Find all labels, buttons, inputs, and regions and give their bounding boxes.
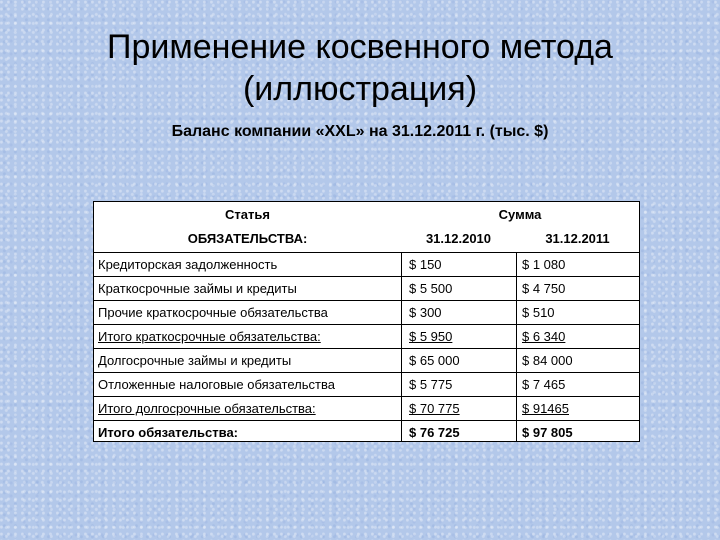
table-row — [94, 372, 639, 396]
row-value-2011: $ 1 080 — [522, 257, 566, 272]
table-row-subtotal — [94, 396, 639, 420]
row-value-2011: $ 510 — [522, 305, 555, 320]
row-label: Долгосрочные займы и кредиты — [98, 353, 292, 368]
row-label: Итого долгосрочные обязательства: — [98, 401, 316, 416]
table-row — [94, 252, 639, 276]
row-value-2010: $ 150 — [409, 257, 442, 272]
row-value-2010: $ 65 000 — [409, 353, 460, 368]
row-label: Отложенные налоговые обязательства — [98, 377, 335, 392]
row-value-2010: $ 300 — [409, 305, 442, 320]
table-row — [94, 348, 639, 372]
row-value-2010: $ 5 500 — [409, 281, 453, 296]
header-item: Статья — [225, 207, 270, 222]
slide-title — [40, 26, 680, 110]
row-value-2011: $ 6 340 — [522, 329, 566, 344]
header-date-2010: 31.12.2010 — [425, 231, 492, 246]
slide-title-line-1: Применение косвенного метода — [107, 28, 613, 66]
header-section: ОБЯЗАТЕЛЬСТВА: — [187, 231, 308, 246]
row-value-2010: $ 5 950 — [409, 329, 453, 344]
table-row-total — [94, 420, 639, 441]
row-label: Кредиторская задолженность — [98, 257, 278, 272]
header-amount: Сумма — [498, 207, 542, 222]
row-value-2010: $ 76 725 — [409, 425, 460, 440]
row-value-2010: $ 5 775 — [409, 377, 453, 392]
header-date-2011: 31.12.2011 — [545, 231, 610, 246]
row-value-2011: $ 7 465 — [522, 377, 566, 392]
row-value-2011: $ 97 805 — [522, 425, 573, 440]
row-value-2011: $ 84 000 — [522, 353, 573, 368]
row-value-2010: $ 70 775 — [409, 401, 460, 416]
row-label: Итого обязательства: — [98, 425, 239, 440]
row-label: Краткосрочные займы и кредиты — [98, 281, 297, 296]
slide-title-line-2: (иллюстрация) — [242, 70, 478, 108]
row-value-2011: $ 91465 — [522, 401, 569, 416]
slide-subtitle: Баланс компании «XXL» на 31.12.2011 г. (тыс. $) — [171, 123, 549, 140]
row-label: Итого краткосрочные обязательства: — [98, 329, 321, 344]
row-label: Прочие краткосрочные обязательства — [98, 305, 328, 320]
table-header — [94, 202, 639, 252]
row-value-2011: $ 4 750 — [522, 281, 566, 296]
liabilities-table — [93, 201, 640, 442]
table-row-subtotal — [94, 324, 639, 348]
table-row — [94, 276, 639, 300]
table-row — [94, 300, 639, 324]
